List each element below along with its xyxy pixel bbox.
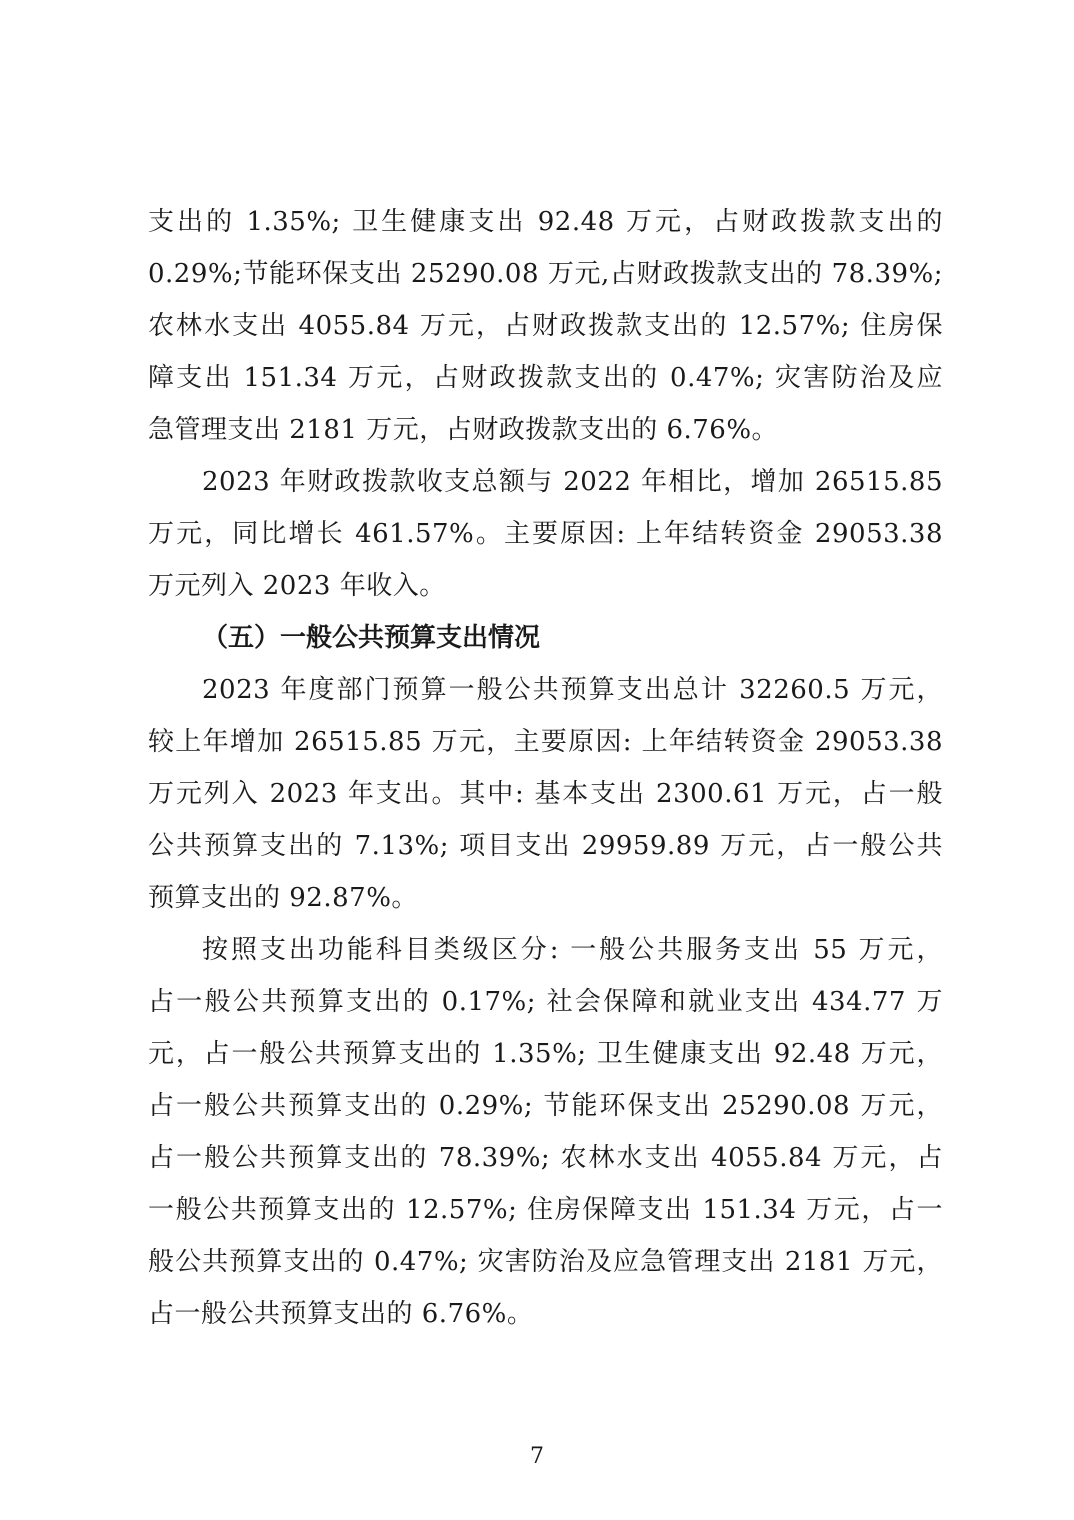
text-line: 农林水支出 4055.84 万元，占财政拨款支出的 12.57%; 住房保 [148,311,943,341]
section-heading: （五）一般公共预算支出情况 [202,623,541,653]
text-line: 占一般公共预算支出的 6.76%。 [148,1299,534,1329]
text-line: 般公共预算支出的 0.47%; 灾害防治及应急管理支出 2181 万元， [148,1247,943,1277]
text-line: 较上年增加 26515.85 万元，主要原因: 上年结转资金 29053.38 [148,727,943,757]
text-line: 万元，同比增长 461.57%。主要原因: 上年结转资金 29053.38 [148,519,943,549]
text-line: 0.29%;节能环保支出 25290.08 万元,占财政拨款支出的 78.39%; [148,259,943,289]
text-line: 2023 年度部门预算一般公共预算支出总计 32260.5 万元， [202,675,943,705]
text-line: 支出的 1.35%; 卫生健康支出 92.48 万元，占财政拨款支出的 [148,207,943,237]
text-line: 按照支出功能科目类级区分: 一般公共服务支出 55 万元， [202,935,943,965]
text-line: 障支出 151.34 万元，占财政拨款支出的 0.47%; 灾害防治及应 [148,363,943,393]
text-line: 预算支出的 92.87%。 [148,883,418,913]
page-number: 7 [530,1444,544,1469]
text-line: 占一般公共预算支出的 0.17%; 社会保障和就业支出 434.77 万 [148,987,943,1017]
text-line: 万元列入 2023 年支出。其中: 基本支出 2300.61 万元，占一般 [148,779,943,809]
text-line: 元，占一般公共预算支出的 1.35%; 卫生健康支出 92.48 万元， [148,1039,943,1069]
text-line: 占一般公共预算支出的 0.29%; 节能环保支出 25290.08 万元， [148,1091,943,1121]
text-line: 急管理支出 2181 万元，占财政拨款支出的 6.76%。 [148,415,779,445]
text-line: 万元列入 2023 年收入。 [148,571,446,601]
text-line: 占一般公共预算支出的 78.39%; 农林水支出 4055.84 万元，占 [148,1143,943,1173]
text-line: 2023 年财政拨款收支总额与 2022 年相比，增加 26515.85 [202,467,943,497]
text-line: 公共预算支出的 7.13%; 项目支出 29959.89 万元，占一般公共 [148,831,943,861]
text-line: 一般公共预算支出的 12.57%; 住房保障支出 151.34 万元，占一 [148,1195,943,1225]
